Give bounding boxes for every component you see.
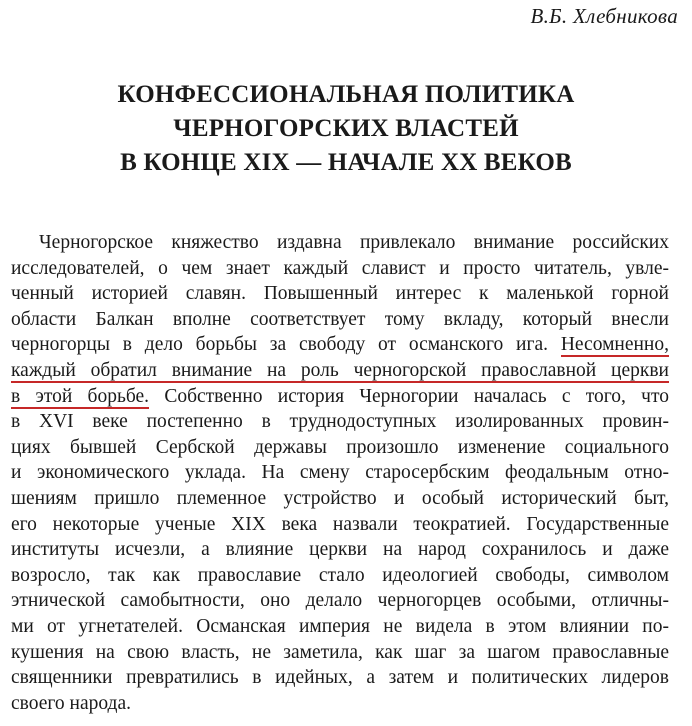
text-line: шениям пришло племенное устройство и особый исторический быт, xyxy=(11,487,669,509)
text-line: ченный историей славян. Повышенный интерес к маленькой горной xyxy=(11,283,669,305)
highlighted-text: каждый обратил внимание на роль черногорской православной церкви xyxy=(11,359,669,381)
text-segment: Собственно история Черногории началась с того, что xyxy=(149,385,669,407)
text-line: исследователей, о чем знает каждый славист и просто читатель, увле- xyxy=(11,257,669,279)
text-line: институты исчезли, а влияние церкви на народ сохранилось и даже xyxy=(11,539,669,561)
title-line-3: В КОНЦЕ XIX — НАЧАЛЕ XX ВЕКОВ xyxy=(120,149,572,176)
highlighted-text: в этой борьбе. xyxy=(11,385,150,407)
article-paragraph xyxy=(11,230,669,716)
text-line: его некоторые ученые XIX века назвали теократией. Государственные xyxy=(11,513,669,535)
text-line xyxy=(11,384,669,410)
title-line-1: КОНФЕССИОНАЛЬНАЯ ПОЛИТИКА xyxy=(117,81,575,108)
text-line: этнической самобытности, оно делало черногорцев особыми, отличны- xyxy=(11,590,669,612)
text-line: и экономического уклада. На смену старосербским феодальным отно- xyxy=(11,462,669,484)
text-line: области Балкан вполне соответствует тому вкладу, который внесли xyxy=(11,308,669,330)
text-line: священники превратились в идейных, а затем и политических лидеров xyxy=(11,667,669,689)
highlighted-text: Несомненно, xyxy=(560,334,669,356)
text-line xyxy=(11,358,669,384)
text-line: Черногорское княжество издавна привлекало внимание российских xyxy=(39,232,669,253)
text-line: в XVI веке постепенно в труднодоступных изолированных провин- xyxy=(11,411,669,433)
article-title xyxy=(0,78,692,180)
text-line: ми от угнетателей. Османская империя не видела в этом влиянии по- xyxy=(11,615,669,637)
text-line xyxy=(11,332,669,358)
title-line-2: ЧЕРНОГОРСКИХ ВЛАСТЕЙ xyxy=(173,115,519,142)
text-line: возросло, так как православие стало идеологией свободы, символом xyxy=(11,564,669,586)
text-line: кушения на свою власть, не заметила, как шаг за шагом православные xyxy=(11,641,669,663)
author-name: В.Б. Хлебникова xyxy=(530,4,678,28)
text-segment: черногорцы в дело борьбы за свободу от османского ига. xyxy=(11,334,561,356)
text-line: своего народа. xyxy=(11,692,131,714)
text-line: циях бывшей Сербской державы произошло изменение социального xyxy=(11,436,669,458)
